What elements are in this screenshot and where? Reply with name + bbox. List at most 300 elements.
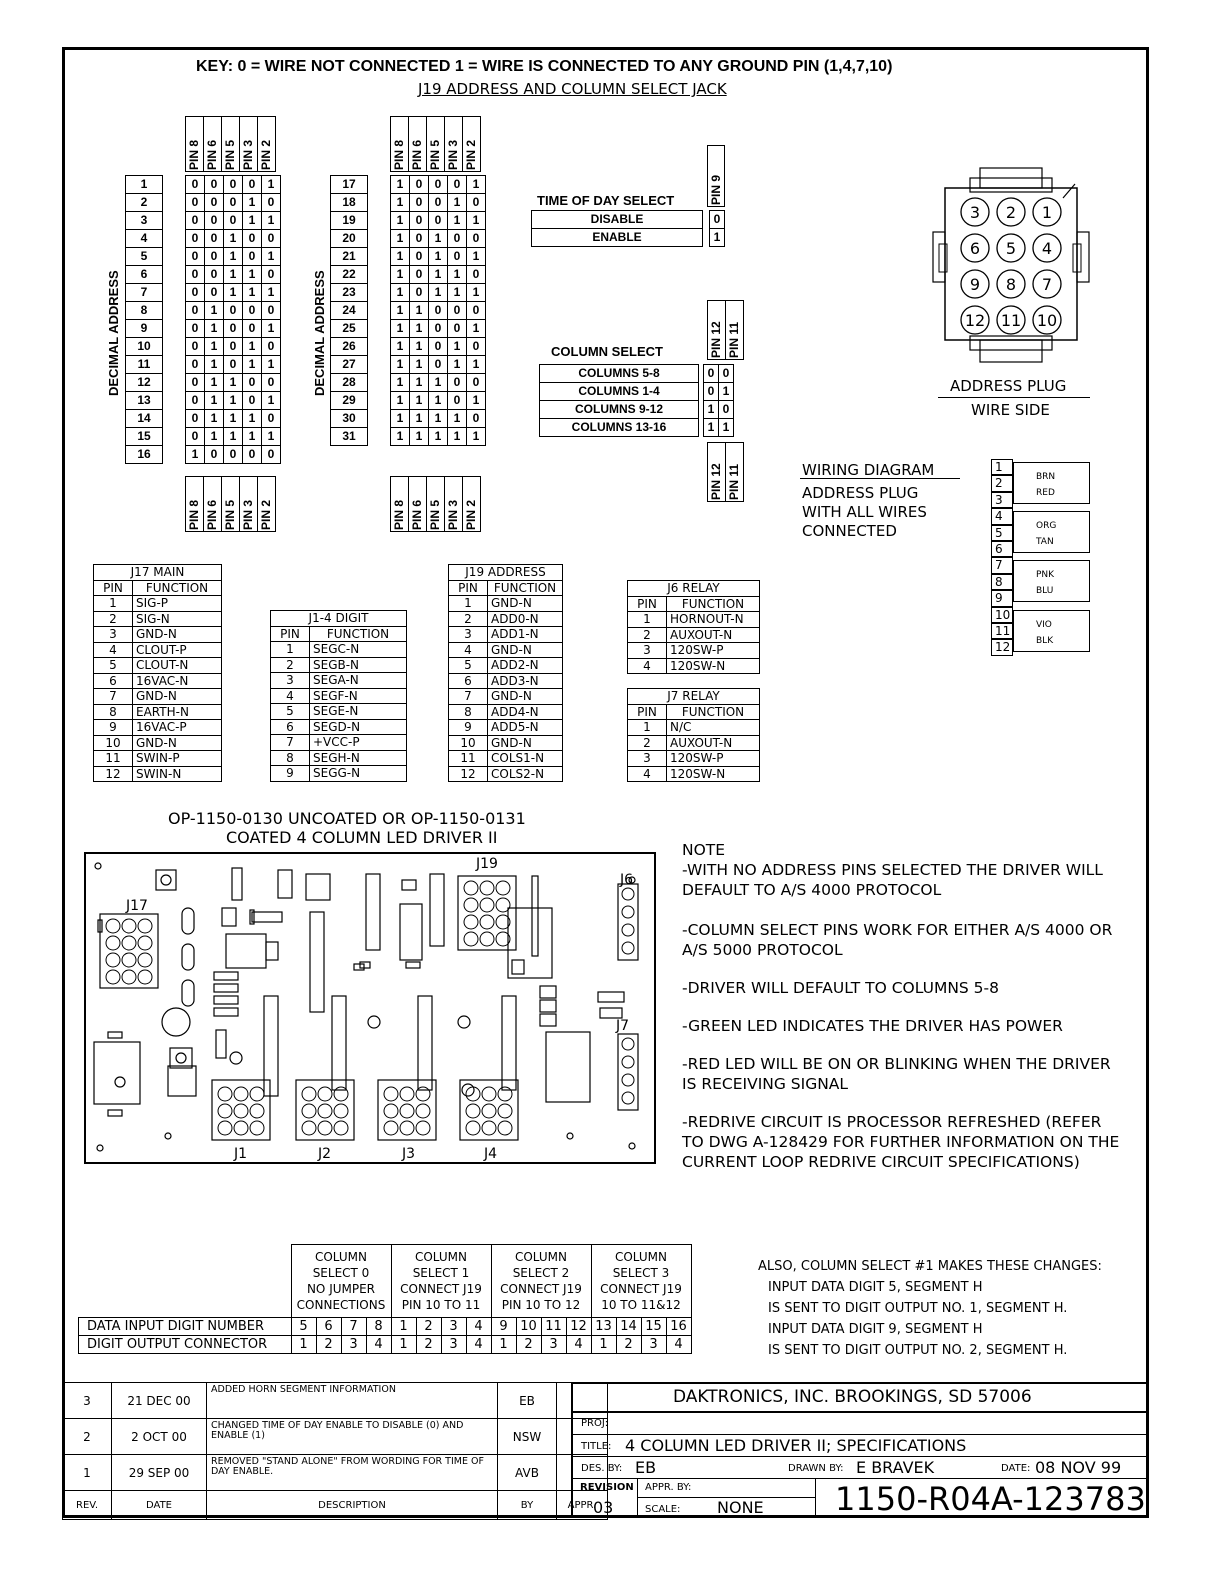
board-title-2: COATED 4 COLUMN LED DRIVER II (226, 828, 498, 847)
pin-function: SEGC-N (310, 642, 407, 658)
address-bit: 0 (186, 392, 205, 410)
address-bits-row (391, 356, 486, 374)
pin-function: ADD1-N (488, 627, 563, 643)
address-bit: 1 (391, 356, 410, 374)
address-row (331, 302, 368, 320)
group-header-line: COLUMN (514, 1250, 568, 1264)
pin-function: GND-N (488, 735, 563, 751)
pin-table-row (628, 627, 760, 643)
column-select-bit: 0 (719, 365, 734, 383)
time-of-day-label: DISABLE (532, 211, 703, 229)
pin-function: ADD0-N (488, 611, 563, 627)
address-bit: 0 (186, 248, 205, 266)
plug-pin-number: 4 (1041, 239, 1053, 258)
address-row (126, 284, 163, 302)
pin-table-row (271, 735, 407, 751)
connector-pin (466, 1121, 480, 1135)
plug-pin-number: 3 (969, 203, 981, 222)
time-of-day-label: ENABLE (532, 229, 703, 247)
pin-table-row (628, 751, 760, 767)
connector-pin (138, 953, 152, 967)
time-of-day-table (531, 210, 725, 247)
pin-number: 9 (271, 766, 310, 782)
address-bit: 0 (205, 266, 224, 284)
address-bit: 1 (391, 374, 410, 392)
pin-number: 5 (271, 704, 310, 720)
pin-function: 16VAC-N (133, 673, 222, 689)
connector-pin (250, 1121, 264, 1135)
board-connector (618, 884, 638, 960)
connector-pin (384, 1087, 398, 1101)
connector-pin (400, 1121, 414, 1135)
column-select-group-header (591, 1245, 691, 1318)
pin-table-title: J17 MAIN (94, 565, 222, 581)
address-bit: 0 (186, 212, 205, 230)
pin-table-row (271, 673, 407, 689)
address-bits-row (186, 446, 281, 464)
connector-pin (302, 1087, 316, 1101)
connector-pin (318, 1104, 332, 1118)
decimal-address: 21 (331, 248, 368, 266)
group-header-line: 10 TO 11&12 (601, 1298, 681, 1312)
mapping-cell: 11 (541, 1318, 566, 1336)
address-bit: 1 (186, 446, 205, 464)
address-row (331, 212, 368, 230)
address-bits-row (186, 302, 281, 320)
address-bit: 0 (467, 410, 486, 428)
address-bit: 0 (410, 212, 429, 230)
pin-function: GND-N (488, 689, 563, 705)
address-bit: 0 (448, 230, 467, 248)
connector-pin (122, 919, 136, 933)
decimal-address: 5 (126, 248, 163, 266)
column-select-bit: 0 (704, 365, 719, 383)
column-select-row (540, 383, 734, 401)
plug-pin-number: 10 (1036, 311, 1058, 330)
address-row (331, 266, 368, 284)
address-bit: 0 (429, 194, 448, 212)
address-bit: 0 (448, 302, 467, 320)
address-row (331, 176, 368, 194)
pin-table-row (271, 719, 407, 735)
address-bit: 0 (224, 446, 243, 464)
pin-function: GND-N (133, 735, 222, 751)
decimal-address: 9 (126, 320, 163, 338)
board-connector (618, 1034, 638, 1110)
revision-header: APPR. (557, 1491, 608, 1520)
column-select-label: COLUMNS 1-4 (540, 383, 699, 401)
pin-function: 120SW-P (667, 751, 760, 767)
pin-function: GND-N (488, 642, 563, 658)
decimal-address: 30 (331, 410, 368, 428)
connector-pin (480, 881, 494, 895)
pin-table-row (628, 720, 760, 736)
address-bit: 1 (224, 374, 243, 392)
pin-table-title: J6 RELAY (628, 581, 760, 597)
address-bit: 0 (186, 176, 205, 194)
revision-row (63, 1455, 608, 1491)
address-row (331, 248, 368, 266)
pin-table-j6 (627, 580, 760, 674)
revision-header-row (63, 1491, 608, 1520)
address-bit: 1 (224, 392, 243, 410)
address-bit: 0 (410, 230, 429, 248)
connector-pin (464, 932, 478, 946)
pin-header-label: PIN 8 (392, 499, 406, 530)
connector-pin (622, 942, 634, 954)
pin-table-title-row (449, 565, 563, 581)
pin-table-header-row (628, 596, 760, 612)
mapping-row (79, 1318, 692, 1336)
address-bit: 0 (224, 338, 243, 356)
pin-function: EARTH-N (133, 704, 222, 720)
address-bit: 1 (224, 410, 243, 428)
address-bit: 1 (262, 320, 281, 338)
address-bit: 0 (186, 338, 205, 356)
address-row (331, 356, 368, 374)
column-select-label: COLUMNS 5-8 (540, 365, 699, 383)
wiring-pin (991, 508, 1013, 524)
wiring-desc (802, 484, 927, 541)
address-bit: 1 (262, 392, 281, 410)
pin-table-row (94, 720, 222, 736)
address-bit: 0 (410, 194, 429, 212)
pin-table-row (449, 735, 563, 751)
pin-table-row (449, 642, 563, 658)
address-bits-row (391, 176, 486, 194)
decimal-address: 11 (126, 356, 163, 374)
column-select-label: COLUMNS 13-16 (540, 419, 699, 437)
revision-header: BY (498, 1491, 557, 1520)
drawn-label: DRAWN BY: (788, 1463, 844, 1474)
wire-color-label: ORG (1036, 521, 1057, 532)
connector-pin (498, 1087, 512, 1101)
mapping-cell: 4 (366, 1336, 391, 1354)
group-header-line: SELECT 2 (512, 1266, 570, 1280)
pin-function: N/C (667, 720, 760, 736)
decimal-address: 4 (126, 230, 163, 248)
connector-pin (138, 919, 152, 933)
mapping-cell: 4 (466, 1318, 491, 1336)
address-bit: 0 (224, 194, 243, 212)
address-bit: 0 (186, 320, 205, 338)
plug-pin-number: 2 (1005, 203, 1017, 222)
revision-row (63, 1419, 608, 1455)
revision-by: AVB (498, 1455, 557, 1491)
pin-number: 2 (94, 611, 133, 627)
address-bit: 0 (186, 428, 205, 446)
column-select-row (540, 365, 734, 383)
pin-table-header: FUNCTION (488, 580, 563, 596)
pin-table-title-row (628, 581, 760, 597)
time-of-day-row (532, 211, 725, 229)
address-bit: 1 (429, 428, 448, 446)
pin-header-label: PIN 2 (464, 139, 478, 170)
address-bit: 1 (448, 428, 467, 446)
address-bit: 0 (467, 338, 486, 356)
mapping-cell: 2 (416, 1336, 441, 1354)
pin-number: 1 (628, 612, 667, 628)
address-bits-row (186, 374, 281, 392)
address-row (331, 428, 368, 446)
pin-function: COLS1-N (488, 751, 563, 767)
date-label: DATE: (1001, 1463, 1031, 1474)
drawing-date: 08 NOV 99 (1035, 1458, 1122, 1477)
address-bit: 0 (186, 302, 205, 320)
connector-pin (250, 1087, 264, 1101)
address-bit: 1 (391, 302, 410, 320)
revision-desc: CHANGED TIME OF DAY ENABLE TO DISABLE (0) AND ENABLE (1) (207, 1419, 498, 1455)
address-bit: 1 (467, 428, 486, 446)
board-connector (100, 914, 158, 988)
address-bit: 0 (448, 176, 467, 194)
address-bit: 1 (205, 302, 224, 320)
plug-pin-number: 12 (964, 311, 986, 330)
pin-table-title: J1-4 DIGIT (271, 611, 407, 627)
address-row (126, 428, 163, 446)
address-plug-drawing (925, 160, 1095, 375)
pin-table-row (94, 596, 222, 612)
address-bits-row (391, 266, 486, 284)
pin-header-label: PIN 6 (205, 139, 219, 170)
group-header-line: NO JUMPER (306, 1282, 376, 1296)
pin-function: SEGD-N (310, 719, 407, 735)
mapping-row-label: DATA INPUT DIGIT NUMBER (79, 1318, 292, 1336)
pin-function: 120SW-N (667, 658, 760, 674)
address-bit: 0 (186, 284, 205, 302)
decimal-address: 23 (331, 284, 368, 302)
pin-table-row (449, 720, 563, 736)
address-bit: 0 (467, 194, 486, 212)
connector-pin (622, 924, 634, 936)
column-select-group-header (491, 1245, 591, 1318)
address-bit: 1 (391, 248, 410, 266)
decimal-address: 1 (126, 176, 163, 194)
pin-number: 2 (628, 735, 667, 751)
designer: EB (635, 1458, 657, 1477)
wiring-pin-number: 6 (995, 542, 1003, 556)
wire-color-label: VIO (1036, 619, 1052, 630)
address-bit: 0 (410, 248, 429, 266)
column-select-row (540, 401, 734, 419)
connector-pin (250, 1104, 264, 1118)
address-row (126, 410, 163, 428)
pin-table-row (94, 704, 222, 720)
address-bit: 0 (186, 266, 205, 284)
address-bit: 0 (429, 338, 448, 356)
pin-function: CLOUT-N (133, 658, 222, 674)
address-bit: 0 (243, 374, 262, 392)
address-bit: 0 (205, 284, 224, 302)
pin-number: 12 (449, 766, 488, 782)
mapping-cell: 1 (291, 1336, 316, 1354)
revision-by: EB (498, 1383, 557, 1419)
connector-pin (416, 1121, 430, 1135)
decimal-address: 7 (126, 284, 163, 302)
wiring-pin-number: 1 (995, 460, 1003, 474)
address-bits-row (186, 266, 281, 284)
pin-table-row (449, 704, 563, 720)
connector-pin (218, 1087, 232, 1101)
wiring-desc-line: CONNECTED (802, 522, 897, 540)
wiring-pin (991, 607, 1013, 623)
mapping-cell: 3 (641, 1336, 666, 1354)
address-bit: 1 (410, 338, 429, 356)
note-item: -COLUMN SELECT PINS WORK FOR EITHER A/S 4000 OR A/S 5000 PROTOCOL (682, 921, 1113, 959)
pin-number: 4 (94, 642, 133, 658)
connector-pin (106, 970, 120, 984)
pin-table-header: FUNCTION (133, 580, 222, 596)
address-bit: 0 (224, 320, 243, 338)
wiring-pin-number: 12 (995, 640, 1011, 655)
pin-table-header: PIN (271, 626, 310, 642)
address-bit: 1 (243, 284, 262, 302)
decimal-address: 6 (126, 266, 163, 284)
address-bit: 1 (391, 392, 410, 410)
address-bit: 0 (262, 338, 281, 356)
column-select-group-header (291, 1245, 391, 1318)
address-row (331, 410, 368, 428)
pin-table-row (628, 612, 760, 628)
pin-table-j19 (448, 564, 563, 782)
decimal-address: 3 (126, 212, 163, 230)
decimal-address: 28 (331, 374, 368, 392)
decimal-address: 8 (126, 302, 163, 320)
pin-function: AUXOUT-N (667, 735, 760, 751)
address-bit: 0 (410, 266, 429, 284)
pin-table-row (94, 658, 222, 674)
address-row (126, 302, 163, 320)
connector-pin (334, 1087, 348, 1101)
pin-table-row (94, 673, 222, 689)
pin-table-title-row (628, 689, 760, 705)
decimal-address: 2 (126, 194, 163, 212)
address-bit: 1 (243, 212, 262, 230)
pin-number: 6 (271, 719, 310, 735)
board-connector-label: J2 (318, 1146, 332, 1162)
pin-header-label: PIN 2 (259, 499, 273, 530)
mapping-cell: 10 (516, 1318, 541, 1336)
pin-header-label: PIN 3 (446, 139, 460, 170)
pin-header-label: PIN 3 (446, 499, 460, 530)
decimal-address: 20 (331, 230, 368, 248)
pin-table-row (271, 766, 407, 782)
connector-pin (234, 1121, 248, 1135)
pin-header-label: PIN 6 (410, 139, 424, 170)
address-bit: 1 (391, 194, 410, 212)
address-bits-row (391, 284, 486, 302)
column-select-bit: 0 (704, 383, 719, 401)
address-numbers-left (125, 175, 163, 464)
mapping-cell: 8 (366, 1318, 391, 1336)
board-connector-label: J17 (126, 898, 148, 914)
address-bit: 0 (205, 176, 224, 194)
time-of-day-value: 0 (710, 211, 725, 229)
pin-header-label: PIN 3 (241, 139, 255, 170)
pin-number: 1 (628, 720, 667, 736)
mapping-cell: 4 (466, 1336, 491, 1354)
pin-number: 3 (271, 673, 310, 689)
address-bit: 1 (391, 176, 410, 194)
connector-pin (218, 1121, 232, 1135)
address-row (126, 266, 163, 284)
address-bit: 1 (429, 392, 448, 410)
address-bit: 0 (429, 176, 448, 194)
scale: NONE (717, 1498, 764, 1517)
wiring-pin-number: 10 (995, 607, 1011, 622)
connector-pin (482, 1121, 496, 1135)
pin-table-row (94, 627, 222, 643)
column-select-pin-label: PIN 12 (709, 321, 723, 358)
pin-number: 4 (628, 766, 667, 782)
wiring-pin (991, 590, 1013, 606)
pin-number: 6 (449, 673, 488, 689)
decimal-address: 25 (331, 320, 368, 338)
address-bits-row (186, 428, 281, 446)
connector-pin (482, 1087, 496, 1101)
mapping-cell: 2 (516, 1336, 541, 1354)
pin-table-row (271, 642, 407, 658)
title-label: TITLE: (581, 1441, 612, 1452)
address-bit: 1 (448, 212, 467, 230)
wiring-pin-number: 7 (995, 558, 1003, 573)
board-title-1: OP-1150-0130 UNCOATED OR OP-1150-0131 (168, 809, 526, 828)
pin-number: 8 (94, 704, 133, 720)
note-heading: NOTE (682, 841, 726, 859)
connector-pin (622, 1056, 634, 1068)
mapping-cell: 15 (641, 1318, 666, 1336)
column-select-title: COLUMN SELECT (551, 344, 663, 359)
pin-number: 4 (628, 658, 667, 674)
pin-table-title: J19 ADDRESS (449, 565, 563, 581)
wiring-pin (991, 492, 1013, 508)
address-bit: 1 (467, 284, 486, 302)
address-row (126, 356, 163, 374)
pin-table-row (449, 673, 563, 689)
wire-color-label: RED (1036, 488, 1055, 498)
plug-pin-number: 9 (969, 275, 981, 294)
decimal-address-label-left: DECIMAL ADDRESS (106, 270, 121, 396)
address-bit: 0 (262, 410, 281, 428)
revision-row (63, 1383, 608, 1419)
address-bit: 1 (243, 338, 262, 356)
address-row (126, 248, 163, 266)
address-bit: 1 (429, 284, 448, 302)
mapping-cell: 1 (391, 1336, 416, 1354)
address-bit: 0 (224, 176, 243, 194)
pin-table-row (449, 627, 563, 643)
revision-label: REVISION (580, 1482, 634, 1493)
address-row (331, 194, 368, 212)
address-bit: 1 (391, 284, 410, 302)
address-bit: 1 (262, 176, 281, 194)
address-bit: 1 (410, 428, 429, 446)
connector-pin (334, 1104, 348, 1118)
connector-pin (400, 1087, 414, 1101)
wiring-pin (991, 525, 1013, 541)
pin-number: 10 (449, 735, 488, 751)
decimal-address: 17 (331, 176, 368, 194)
pin-function: SEGG-N (310, 766, 407, 782)
address-bits-left (185, 175, 281, 464)
board-connector-label: J3 (402, 1146, 416, 1162)
connector-pin (122, 953, 136, 967)
connector-pin (480, 932, 494, 946)
decimal-address-label-right: DECIMAL ADDRESS (312, 270, 327, 396)
pin-function: 16VAC-P (133, 720, 222, 736)
wiring-desc-line: WITH ALL WIRES (802, 503, 927, 521)
pin-table-header: FUNCTION (310, 626, 407, 642)
